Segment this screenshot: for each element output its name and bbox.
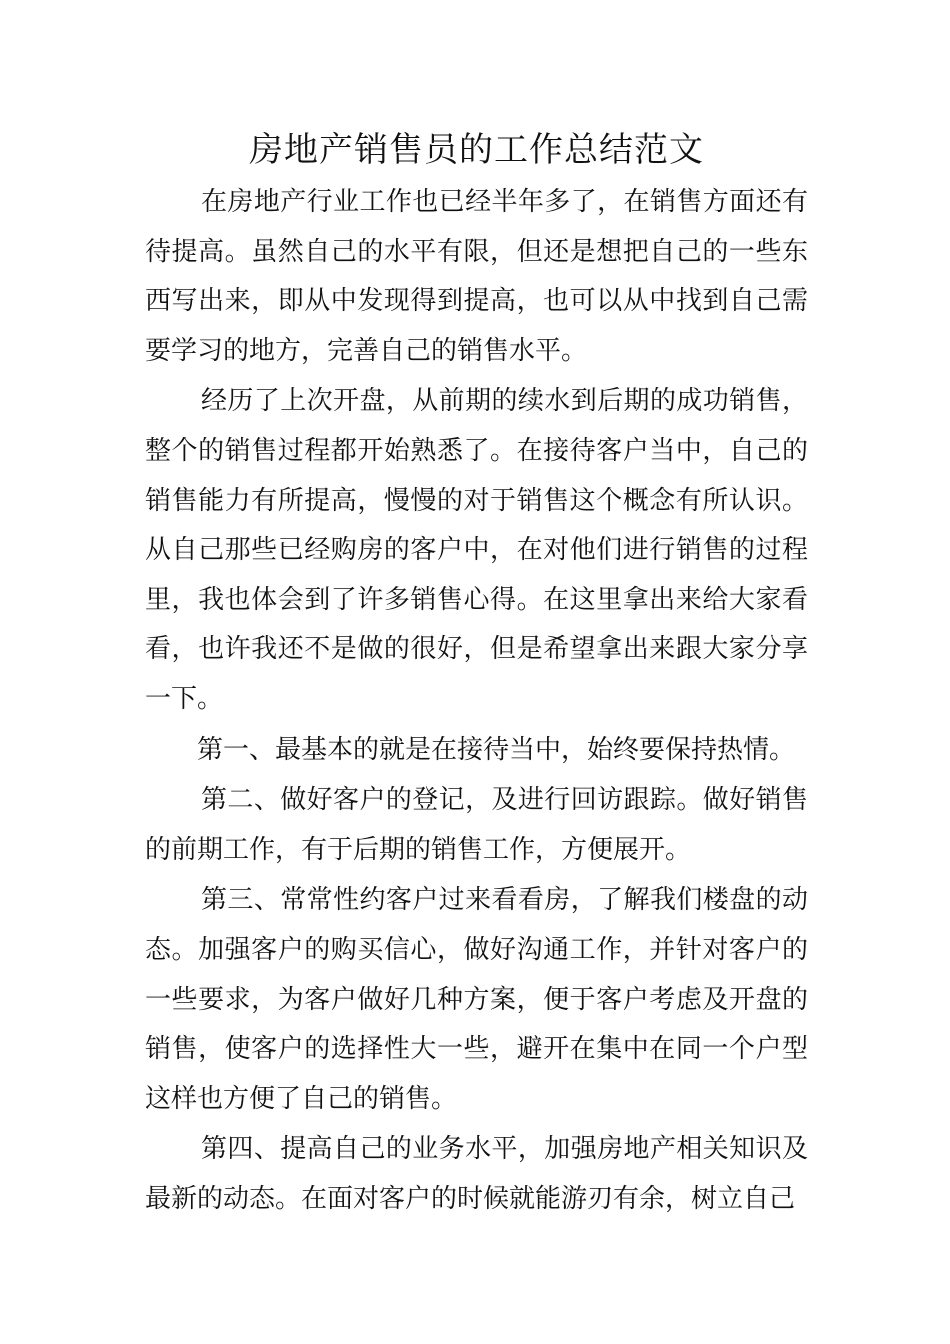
paragraph-point-four: 第四、提高自己的业务水平，加强房地产相关知识及最新的动态。在面对客户的时候就能游刃有余，树立自己 (145, 1134, 808, 1214)
paragraph-intro: 在房地产行业工作也已经半年多了，在销售方面还有待提高。虽然自己的水平有限，但还是想把自己的一些东西写出来，即从中发现得到提高，也可以从中找到自己需要学习的地方，完善自己的销售水平。 (145, 187, 808, 366)
document-title: 房地产销售员的工作总结范文 (249, 130, 704, 170)
paragraph-point-one: 第一、最基本的就是在接待当中，始终要保持热情。 (197, 734, 796, 765)
paragraph-point-two: 第二、做好客户的登记，及进行回访跟踪。做好销售的前期工作，有于后期的销售工作，方便展开。 (145, 785, 808, 865)
paragraph-experience: 经历了上次开盘，从前期的续水到后期的成功销售，整个的销售过程都开始熟悉了。在接待客户当中，自己的销售能力有所提高，慢慢的对于销售这个概念有所认识。从自己那些已经购房的客户中，在对他们进行销售的过程里，我也体会到了许多销售心得。在这里拿出来给大家看看，也许我还不是做的很好，但是希望拿出来跟大家分享一下。 (145, 386, 808, 714)
paragraph-point-three: 第三、常常性约客户过来看看房，了解我们楼盘的动态。加强客户的购买信心，做好沟通工作，并针对客户的一些要求，为客户做好几种方案，便于客户考虑及开盘的销售，使客户的选择性大一些，避开在集中在同一个户型这样也方便了自己的销售。 (145, 885, 808, 1114)
